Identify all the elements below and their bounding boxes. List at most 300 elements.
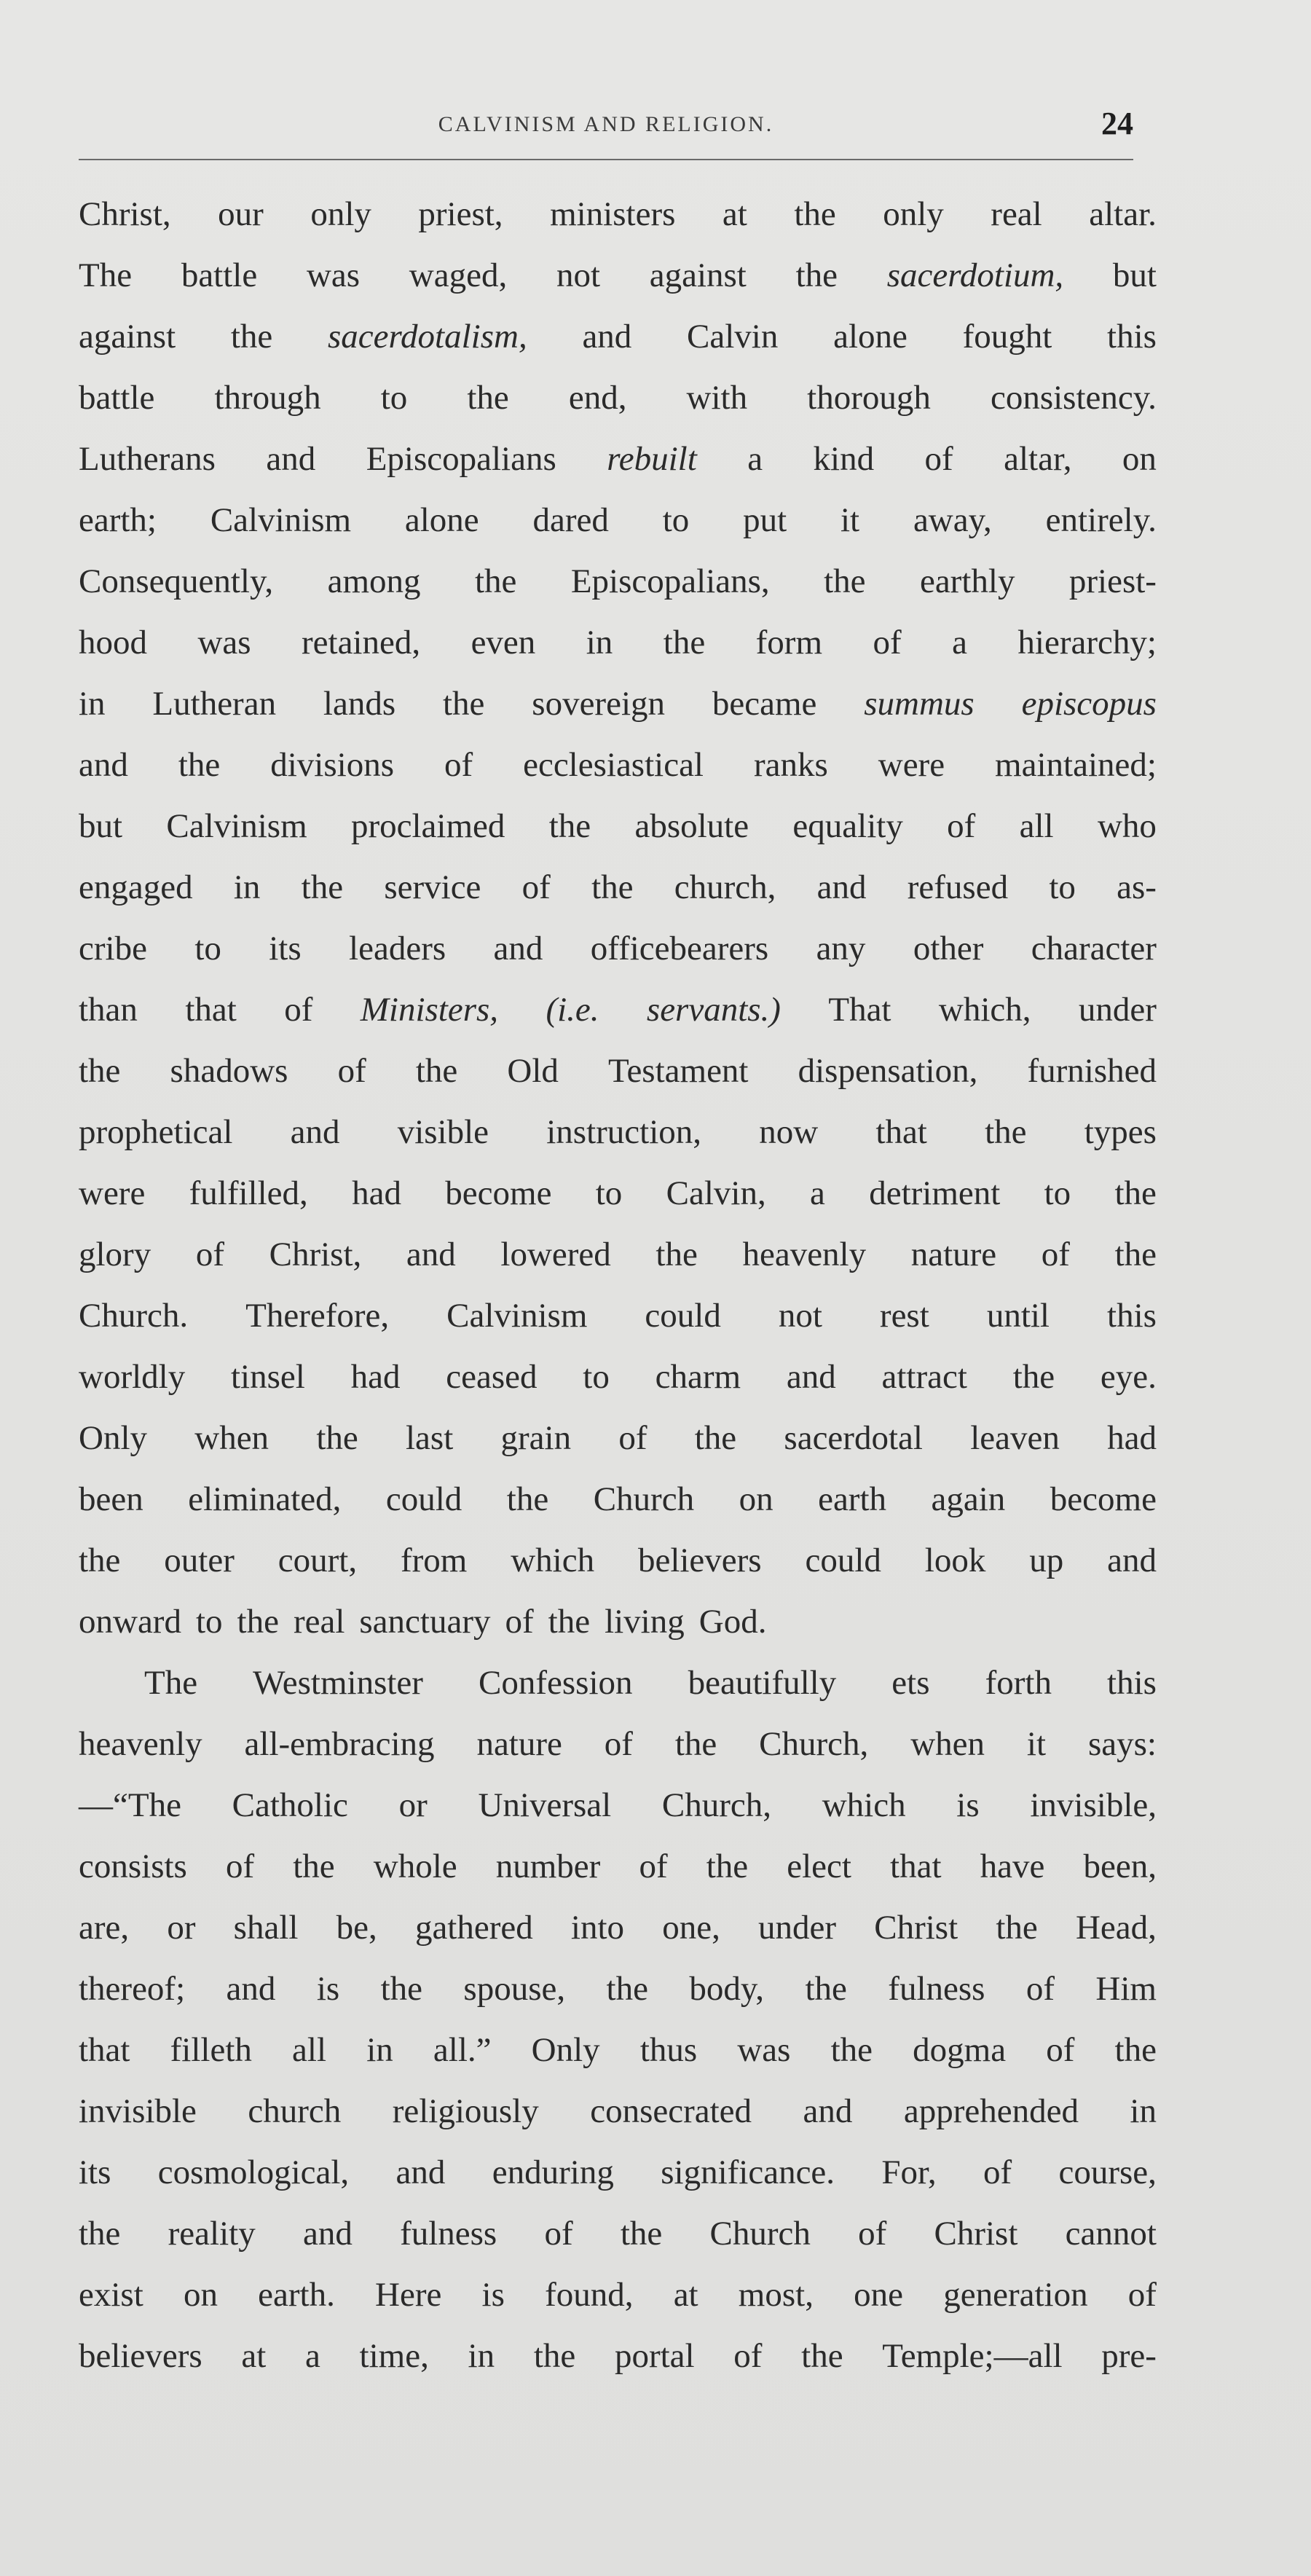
word: and: [803, 2092, 853, 2130]
italic-word: (i.e.: [546, 991, 599, 1029]
word: the: [474, 562, 517, 600]
word: than: [79, 991, 138, 1029]
word: of: [947, 807, 976, 845]
word: lowered: [500, 1236, 611, 1273]
italic-word: servants.): [646, 991, 781, 1029]
word: Church.: [79, 1297, 189, 1335]
word: of: [1127, 2276, 1157, 2314]
word: fulness: [400, 2215, 497, 2253]
word: thereof;: [79, 1970, 186, 2008]
word: and: [582, 318, 632, 356]
word: the: [415, 1052, 458, 1090]
word: hood: [79, 624, 147, 661]
word: of: [639, 1847, 668, 1885]
word: dared: [532, 501, 609, 539]
word: outer: [164, 1542, 235, 1579]
word: form: [755, 624, 823, 661]
word: and: [816, 868, 867, 906]
word: could: [385, 1480, 462, 1518]
word: again: [931, 1480, 1006, 1518]
running-head: [79, 106, 1133, 153]
word: away,: [913, 501, 992, 539]
word: other: [913, 930, 984, 967]
word: church,: [674, 868, 776, 906]
word: the: [230, 318, 273, 356]
word: had: [1107, 1419, 1157, 1457]
text-line: [79, 1897, 1157, 1958]
word: hierarchy;: [1017, 624, 1157, 661]
word: portal: [614, 2337, 695, 2375]
word: is: [316, 1970, 340, 2008]
word: refused: [907, 868, 1009, 906]
word: grain: [500, 1419, 572, 1457]
word: character: [1031, 930, 1157, 967]
word: Old: [507, 1052, 559, 1090]
word: generation: [943, 2276, 1088, 2314]
word: on: [183, 2276, 218, 2314]
word: of: [505, 1603, 534, 1641]
text-line: [79, 2142, 1157, 2203]
word: at: [722, 195, 747, 233]
word: That: [828, 991, 891, 1029]
word: among: [327, 562, 421, 600]
text-line: [79, 1713, 1157, 1775]
word: earthly: [919, 562, 1015, 600]
word: which: [822, 1786, 906, 1824]
word: the: [830, 2031, 873, 2069]
word: religiously: [392, 2092, 539, 2130]
word: the: [985, 1113, 1027, 1151]
word: one: [854, 2276, 904, 2314]
word: to: [194, 930, 221, 967]
word: earth: [818, 1480, 887, 1518]
word: against: [79, 318, 176, 356]
word: service: [384, 868, 481, 906]
word: The: [144, 1664, 198, 1702]
word: leaders: [349, 930, 446, 967]
word: the: [794, 195, 836, 233]
word: the: [79, 2215, 121, 2253]
text-line: [79, 1775, 1157, 1836]
word: Consequently,: [79, 562, 274, 600]
word: of: [225, 1847, 255, 1885]
word: found,: [545, 2276, 634, 2314]
word: of: [983, 2153, 1012, 2191]
word: kind: [813, 440, 875, 478]
word: have: [980, 1847, 1045, 1885]
word: tinsel: [231, 1358, 305, 1396]
text-line: [79, 1285, 1157, 1346]
word: its: [79, 2153, 111, 2191]
text-line: [79, 612, 1157, 673]
word: the: [548, 1603, 591, 1641]
italic-word: sacerdotalism,: [328, 318, 527, 356]
word: of: [858, 2215, 887, 2253]
word: end,: [568, 379, 627, 417]
word: eliminated,: [188, 1480, 342, 1518]
word: consists: [79, 1847, 187, 1885]
word: elect: [787, 1847, 851, 1885]
word: spouse,: [463, 1970, 566, 2008]
word: Christ,: [269, 1236, 362, 1273]
word: was: [306, 256, 361, 294]
word: prophetical: [79, 1113, 233, 1151]
word: ets: [891, 1664, 930, 1702]
word: divisions: [270, 746, 394, 784]
word: consecrated: [590, 2092, 752, 2130]
word: of: [604, 1725, 633, 1763]
word: real: [293, 1603, 345, 1641]
word: pre-: [1101, 2337, 1157, 2375]
word: were: [878, 746, 945, 784]
text-line: [79, 857, 1157, 918]
word: to: [195, 1603, 223, 1641]
word: is: [481, 2276, 505, 2314]
word: alone: [833, 318, 908, 356]
word: in: [79, 685, 106, 723]
word: a: [810, 1174, 825, 1212]
word: of: [284, 991, 313, 1029]
word: Calvin: [687, 318, 779, 356]
word: all: [292, 2031, 327, 2069]
word: of: [544, 2215, 573, 2253]
text-line: [79, 1346, 1157, 1407]
word: cribe: [79, 930, 147, 967]
word: but: [1112, 256, 1157, 294]
word: court,: [277, 1542, 358, 1579]
word: in: [468, 2337, 495, 2375]
word: in: [1130, 2092, 1157, 2130]
word: gathered: [414, 1909, 533, 1947]
word: or: [167, 1909, 196, 1947]
word: last: [405, 1419, 454, 1457]
text-line: [79, 1407, 1157, 1469]
word: could: [805, 1542, 881, 1579]
word: the: [79, 1542, 121, 1579]
word: Only: [531, 2031, 600, 2069]
word: officebearers: [590, 930, 769, 967]
word: of: [1025, 1970, 1055, 2008]
word: but: [79, 807, 123, 845]
word: of: [1046, 2031, 1075, 2069]
word: when: [910, 1725, 985, 1763]
word: Church,: [759, 1725, 869, 1763]
body-text: [79, 184, 1157, 2387]
word: who: [1097, 807, 1157, 845]
running-title: CALVINISM AND RELIGION.: [438, 112, 774, 136]
word: any: [816, 930, 866, 967]
text-line: [79, 245, 1157, 306]
word: into: [570, 1909, 625, 1947]
text-line: [79, 1591, 1157, 1652]
word: one,: [662, 1909, 720, 1947]
word: —“The: [79, 1786, 181, 1824]
word: beautifully: [688, 1664, 837, 1702]
word: was: [737, 2031, 791, 2069]
word: Christ: [934, 2215, 1018, 2253]
word: Christ: [874, 1909, 958, 1947]
header-rule: [79, 159, 1133, 160]
word: ecclesiastical: [523, 746, 704, 784]
text-line: [79, 2081, 1157, 2142]
word: time,: [359, 2337, 429, 2375]
word: retained,: [302, 624, 421, 661]
word: the: [620, 2215, 663, 2253]
text-line: [79, 490, 1157, 551]
text-line: [79, 2325, 1157, 2387]
word: and: [226, 1970, 276, 2008]
word: up: [1029, 1542, 1064, 1579]
word: Episcopalians,: [570, 562, 770, 600]
word: the: [506, 1480, 549, 1518]
word: cosmological,: [157, 2153, 350, 2191]
word: the: [533, 2337, 576, 2375]
word: all: [1019, 807, 1054, 845]
word: our: [218, 195, 264, 233]
word: the: [237, 1603, 279, 1641]
word: reality: [168, 2215, 256, 2253]
word: absolute: [634, 807, 749, 845]
word: on: [1122, 440, 1157, 478]
word: ceased: [446, 1358, 538, 1396]
word: Church,: [661, 1786, 772, 1824]
word: to: [595, 1174, 623, 1212]
word: Calvinism: [210, 501, 352, 539]
text-line: [79, 1102, 1157, 1163]
word: battle: [79, 379, 155, 417]
word: and: [1107, 1542, 1157, 1579]
text-line: [79, 428, 1157, 490]
word: not: [778, 1297, 822, 1335]
word: Him: [1095, 1970, 1157, 2008]
word: nature: [910, 1236, 997, 1273]
word: of: [924, 440, 953, 478]
word: that: [185, 991, 237, 1029]
word: battle: [181, 256, 258, 294]
word: altar.: [1089, 195, 1157, 233]
word: lands: [323, 685, 396, 723]
word: which: [511, 1542, 595, 1579]
text-line: [79, 918, 1157, 979]
word: furnished: [1027, 1052, 1157, 1090]
word: filleth: [170, 2031, 252, 2069]
word: from: [400, 1542, 468, 1579]
word: dogma: [913, 2031, 1007, 2069]
word: and: [395, 2153, 446, 2191]
word: Episcopalians: [366, 440, 556, 478]
word: until: [986, 1297, 1050, 1335]
word: Calvinism: [166, 807, 307, 845]
word: the: [293, 1847, 335, 1885]
word: earth;: [79, 501, 157, 539]
word: and: [406, 1236, 456, 1273]
word: the: [380, 1970, 423, 2008]
word: the: [178, 746, 221, 784]
word: the: [674, 1725, 717, 1763]
word: and: [302, 2215, 353, 2253]
word: be,: [336, 1909, 377, 1947]
word: been: [79, 1480, 143, 1518]
word: the: [1114, 1236, 1157, 1273]
word: the: [301, 868, 344, 906]
word: body,: [689, 1970, 765, 2008]
word: that: [890, 1847, 942, 1885]
word: of: [337, 1052, 366, 1090]
word: number: [495, 1847, 601, 1885]
word: rest: [879, 1297, 929, 1335]
word: alone: [404, 501, 479, 539]
word: had: [350, 1358, 401, 1396]
word: priest,: [418, 195, 503, 233]
word: the: [795, 256, 838, 294]
word: Lutheran: [152, 685, 277, 723]
word: against: [649, 256, 747, 294]
word: real: [991, 195, 1042, 233]
text-line: [79, 1530, 1157, 1591]
word: with: [686, 379, 748, 417]
text-line: [79, 367, 1157, 428]
italic-word: sacerdotium,: [886, 256, 1064, 294]
word: a: [304, 2337, 320, 2375]
word: this: [1107, 1664, 1157, 1702]
word: or: [398, 1786, 428, 1824]
word: through: [214, 379, 321, 417]
word: the: [467, 379, 509, 417]
word: when: [194, 1419, 269, 1457]
word: shadows: [170, 1052, 288, 1090]
word: of: [618, 1419, 647, 1457]
word: church: [248, 2092, 342, 2130]
text-line: [79, 796, 1157, 857]
word: sovereign: [532, 685, 666, 723]
word: entirely.: [1045, 501, 1157, 539]
word: invisible: [79, 2092, 197, 2130]
word: glory: [79, 1236, 151, 1273]
word: enduring: [492, 2153, 614, 2191]
text-line: [79, 734, 1157, 796]
word: are,: [79, 1909, 130, 1947]
word: only: [310, 195, 371, 233]
word: the: [606, 1970, 648, 2008]
word: the: [443, 685, 485, 723]
word: God.: [698, 1603, 767, 1641]
word: the: [79, 1052, 121, 1090]
word: only: [883, 195, 944, 233]
word: charm: [655, 1358, 741, 1396]
italic-word: summus: [864, 685, 975, 723]
word: at: [241, 2337, 267, 2375]
word: this: [1107, 1297, 1157, 1335]
word: exist: [79, 2276, 143, 2314]
word: heavenly: [742, 1236, 867, 1273]
word: a: [747, 440, 763, 478]
word: at: [673, 2276, 698, 2314]
word: in: [366, 2031, 393, 2069]
word: a: [952, 624, 967, 661]
word: onward: [79, 1603, 181, 1641]
word: heavenly: [79, 1725, 202, 1763]
word: of: [733, 2337, 763, 2375]
word: significance.: [661, 2153, 835, 2191]
word: it: [1026, 1725, 1047, 1763]
word: waged,: [409, 256, 508, 294]
text-line: [79, 1958, 1157, 2019]
word: earth.: [258, 2276, 335, 2314]
word: most,: [738, 2276, 814, 2314]
word: now: [759, 1113, 819, 1151]
text-line: [79, 1163, 1157, 1224]
word: leaven: [970, 1419, 1060, 1457]
word: the: [316, 1419, 358, 1457]
word: The: [79, 256, 133, 294]
word: the: [1114, 2031, 1157, 2069]
word: and: [290, 1113, 340, 1151]
word: says:: [1087, 1725, 1157, 1763]
italic-word: episcopus: [1021, 685, 1157, 723]
word: the: [663, 624, 706, 661]
word: shall: [233, 1909, 299, 1947]
word: Christ,: [79, 195, 171, 233]
word: become: [1050, 1480, 1157, 1518]
word: visible: [397, 1113, 489, 1151]
word: under: [758, 1909, 837, 1947]
word: its: [269, 930, 302, 967]
word: was: [197, 624, 251, 661]
word: and: [786, 1358, 836, 1396]
word: could: [645, 1297, 721, 1335]
word: under: [1078, 991, 1157, 1029]
word: maintained;: [995, 746, 1157, 784]
word: forth: [985, 1664, 1052, 1702]
word: put: [743, 501, 787, 539]
word: invisible,: [1030, 1786, 1157, 1824]
text-line: [79, 184, 1157, 245]
word: all.”: [433, 2031, 492, 2069]
word: types: [1084, 1113, 1157, 1151]
word: of: [444, 746, 473, 784]
word: Lutherans: [79, 440, 216, 478]
word: Calvinism: [446, 1297, 588, 1335]
word: fulfilled,: [189, 1174, 308, 1212]
word: instruction,: [546, 1113, 702, 1151]
word: the: [824, 562, 866, 600]
word: worldly: [79, 1358, 186, 1396]
word: priest-: [1068, 562, 1157, 600]
word: look: [924, 1542, 986, 1579]
word: the: [548, 807, 591, 845]
word: Westminster: [253, 1664, 423, 1702]
word: engaged: [79, 868, 193, 906]
word: Head,: [1075, 1909, 1157, 1947]
italic-word: Ministers,: [360, 991, 499, 1029]
text-line: [79, 1836, 1157, 1897]
word: altar,: [1004, 440, 1072, 478]
text-line: [79, 2019, 1157, 2081]
text-line: [79, 1224, 1157, 1285]
word: as-: [1117, 868, 1157, 906]
word: to: [1049, 868, 1076, 906]
text-line: [79, 2203, 1157, 2264]
word: the: [694, 1419, 737, 1457]
word: of: [521, 868, 551, 906]
word: Church: [593, 1480, 695, 1518]
word: that: [875, 1113, 927, 1151]
word: thorough: [807, 379, 931, 417]
word: ranks: [753, 746, 828, 784]
word: the: [1012, 1358, 1055, 1396]
word: it: [840, 501, 860, 539]
word: of: [1041, 1236, 1070, 1273]
